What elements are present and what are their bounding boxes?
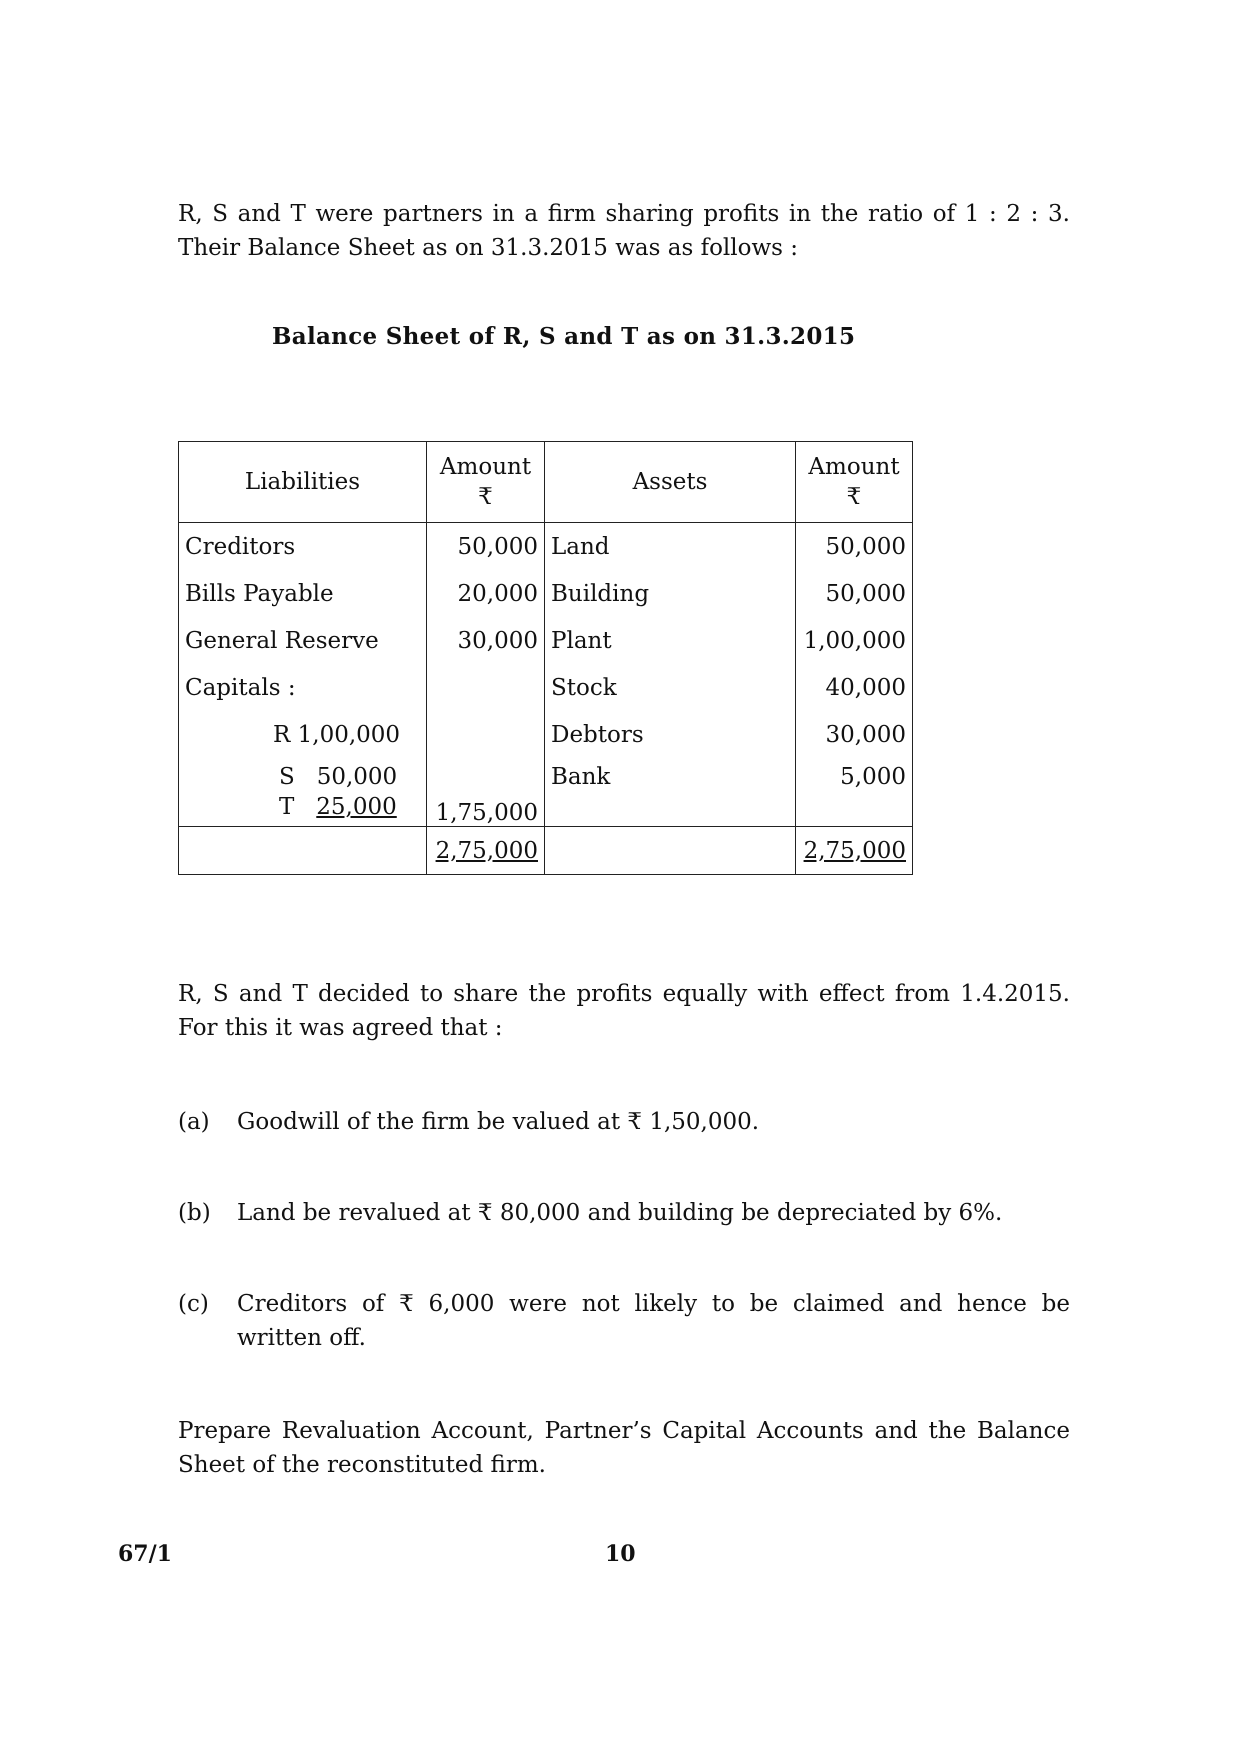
empty-cell xyxy=(179,827,427,875)
capital-s-line xyxy=(279,762,420,792)
table-row xyxy=(179,523,913,571)
header-currency-symbol: ₹ xyxy=(478,484,493,510)
asset-cell: Land xyxy=(545,523,796,571)
intro-paragraph: R, S and T were partners in a firm sharing profits in the ratio of 1 : 2 : 3. Their Balance Sheet as on 31.3.2015 was as follows : xyxy=(178,201,1070,261)
capital-t-line xyxy=(279,792,420,822)
table-row xyxy=(179,758,913,827)
header-currency-symbol: ₹ xyxy=(846,484,862,510)
item-text: Creditors of ₹ 6,000 were not likely to be claimed and hence be written off. xyxy=(237,1291,1070,1351)
item-text: Goodwill of the firm be valued at ₹ 1,50,000. xyxy=(237,1109,760,1135)
empty-cell xyxy=(545,827,796,875)
liability-cell: Bills Payable xyxy=(179,570,427,617)
asset-amount-cell: 5,000 xyxy=(796,758,913,827)
capital-partner: T xyxy=(279,794,295,820)
item-text: Land be revalued at ₹ 80,000 and building be depreciated by 6%. xyxy=(237,1200,1003,1226)
table-row xyxy=(179,664,913,711)
asset-cell: Stock xyxy=(545,664,796,711)
table-row xyxy=(179,570,913,617)
instruction-paragraph: Prepare Revaluation Account, Partner’s Capital Accounts and the Balance Sheet of the reconstituted firm. xyxy=(178,1418,1070,1478)
liability-amount-cell xyxy=(427,664,545,711)
asset-cell: Plant xyxy=(545,617,796,664)
liability-cell: General Reserve xyxy=(179,617,427,664)
liability-cell: Creditors xyxy=(179,523,427,571)
page-number: 10 xyxy=(605,1541,636,1567)
asset-amount-cell: 50,000 xyxy=(796,570,913,617)
item-label: (b) xyxy=(178,1200,211,1226)
paper-code: 67/1 xyxy=(118,1541,172,1567)
capital-partner: R xyxy=(273,721,291,748)
header-liabilities: Liabilities xyxy=(179,442,427,523)
total-liabilities: 2,75,000 xyxy=(435,837,538,864)
asset-amount-cell: 1,00,000 xyxy=(796,617,913,664)
liability-amount-cell: 20,000 xyxy=(427,570,545,617)
balance-sheet-title: Balance Sheet of R, S and T as on 31.3.2015 xyxy=(272,323,856,350)
capital-st-cell xyxy=(179,758,427,827)
item-label: (a) xyxy=(178,1109,210,1135)
header-assets: Assets xyxy=(545,442,796,523)
asset-cell: Building xyxy=(545,570,796,617)
liability-amount-cell: 50,000 xyxy=(427,523,545,571)
table-total-row xyxy=(179,827,913,875)
header-amount-label: Amount xyxy=(808,454,900,480)
item-label: (c) xyxy=(178,1291,209,1317)
asset-amount-cell: 30,000 xyxy=(796,711,913,758)
capital-amount: 25,000 xyxy=(316,794,397,820)
balance-sheet-table xyxy=(178,441,913,875)
asset-cell: Bank xyxy=(545,758,796,827)
liability-amount-cell: 30,000 xyxy=(427,617,545,664)
asset-cell: Debtors xyxy=(545,711,796,758)
asset-amount-cell: 50,000 xyxy=(796,523,913,571)
capital-r-cell xyxy=(179,711,427,758)
header-assets-amount xyxy=(796,442,913,523)
asset-amount-cell: 40,000 xyxy=(796,664,913,711)
decision-paragraph: R, S and T decided to share the profits equally with effect from 1.4.2015. For this it was agreed that : xyxy=(178,981,1070,1041)
empty-cell xyxy=(427,711,545,758)
header-amount-label: Amount xyxy=(439,454,532,480)
liability-cell: Capitals : xyxy=(179,664,427,711)
capital-amount: 1,00,000 xyxy=(297,721,401,748)
header-liabilities-amount xyxy=(427,442,545,523)
table-row xyxy=(179,617,913,664)
capital-partner: S xyxy=(279,764,295,790)
table-row xyxy=(179,711,913,758)
table-header-row xyxy=(179,442,913,523)
capital-total-cell: 1,75,000 xyxy=(427,758,545,827)
total-assets: 2,75,000 xyxy=(803,837,906,864)
capital-amount: 50,000 xyxy=(316,764,398,790)
